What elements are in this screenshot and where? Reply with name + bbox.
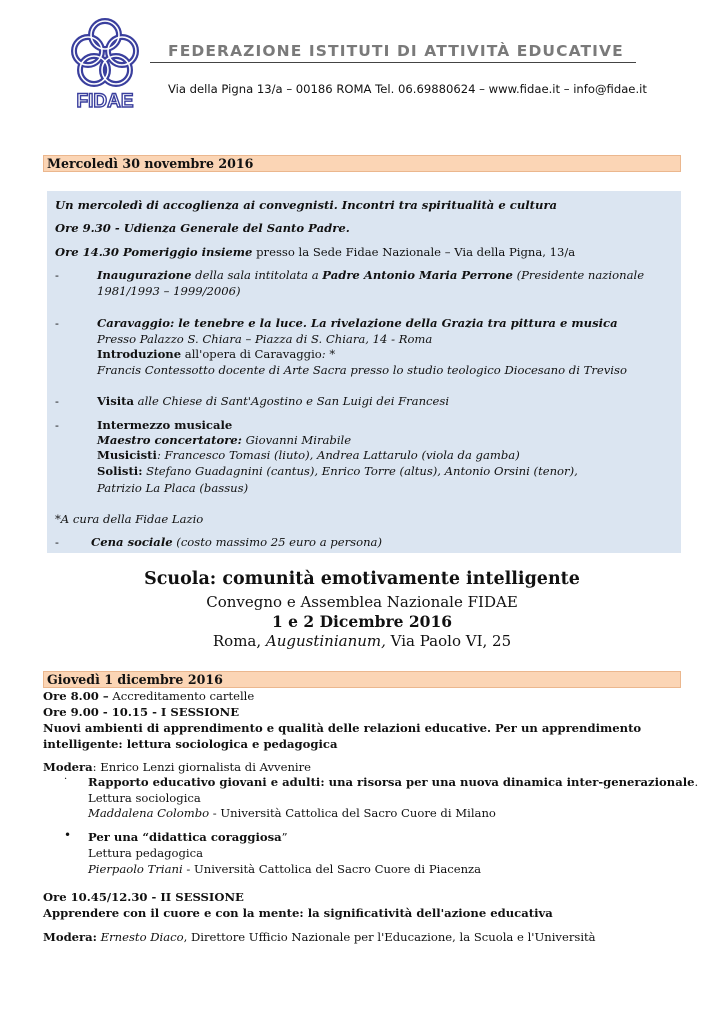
moderator-2: Modera: Ernesto Diaco, Direttore Ufficio Nazionale per l'Educazione, la Scuola e l'Università — [43, 930, 596, 944]
dinner-line: Cena sociale (costo massimo 25 euro a persona) — [91, 535, 382, 549]
talk-2-type: Lettura pedagogica — [88, 846, 204, 860]
day-heading-thursday: Giovedì 1 dicembre 2016 — [43, 671, 681, 688]
dash-marker: - — [55, 535, 59, 549]
organization-address: Via della Pigna 13/a – 00186 ROMA Tel. 06.69880624 – www.fidae.it – info@fidae.it — [168, 82, 647, 96]
session-2-time: Ore 10.45/12.30 - II SESSIONE — [43, 890, 244, 904]
header-rule — [150, 62, 636, 63]
organizer-note: *A cura della Fidae Lazio — [55, 512, 204, 526]
day-heading-wednesday: Mercoledì 30 novembre 2016 — [43, 155, 681, 172]
moderator-1: Modera: Enrico Lenzi giornalista di Avvenire — [43, 760, 312, 774]
conference-dates: 1 e 2 Dicembre 2016 — [271, 612, 453, 631]
session-1-time: Ore 9.00 - 10.15 - I SESSIONE — [43, 705, 240, 719]
music-soloists: Solisti: Stefano Guadagnini (cantus), Enrico Torre (altus), Antonio Orsini (tenor), — [97, 464, 578, 478]
caravaggio-intro: Introduzione all'opera di Caravaggio: * — [97, 347, 336, 361]
dash-marker: - — [55, 316, 59, 330]
bullet-marker: • — [64, 828, 72, 842]
registration-line: Ore 8.00 – Accreditamento cartelle — [43, 689, 255, 703]
organization-name: FEDERAZIONE ISTITUTI DI ATTIVITÀ EDUCATIVE — [168, 42, 624, 60]
papal-audience: Ore 9.30 - Udienza Generale del Santo Padre. — [55, 221, 350, 235]
dash-marker: - — [55, 394, 59, 408]
intro-line: Un mercoledì di accoglienza ai convegnisti. Incontri tra spiritualità e cultura — [55, 198, 558, 212]
music-musicians: Musicisti: Francesco Tomasi (liuto), Andrea Lattarulo (viola da gamba) — [97, 448, 520, 462]
dash-marker: - — [55, 268, 59, 282]
inauguration-line: Inaugurazione della sala intitolata a Padre Antonio Maria Perrone (Presidente nazionale — [97, 268, 645, 282]
caravaggio-place: Presso Palazzo S. Chiara – Piazza di S. Chiara, 14 - Roma — [97, 332, 433, 346]
afternoon-line: Ore 14.30 Pomeriggio insieme presso la Sede Fidae Nazionale – Via della Pigna, 13/a — [55, 245, 576, 259]
conference-place: Roma, Augustinianum, Via Paolo VI, 25 — [212, 632, 512, 650]
session-1-title: Nuovi ambienti di apprendimento e qualità delle relazioni educative. Per un apprendimento — [43, 721, 642, 735]
caravaggio-title: Caravaggio: le tenebre e la luce. La rivelazione della Grazia tra pittura e musica — [97, 316, 618, 330]
talk-1-title: Rapporto educativo giovani e adulti: una risorsa per una nuova dinamica inter-generazionale. — [88, 775, 699, 789]
logo-text: FIDAE — [76, 91, 134, 111]
music-maestro: Maestro concertatore: Giovanni Mirabile — [97, 433, 352, 447]
dash-marker: - — [55, 418, 59, 432]
bullet-marker: · — [64, 774, 68, 785]
session-1-title-cont: intelligente: lettura sociologica e pedagogica — [43, 737, 338, 751]
music-soloists-cont: Patrizio La Placa (bassus) — [97, 481, 249, 495]
talk-2-speaker: Pierpaolo Triani - Università Cattolica del Sacro Cuore di Piacenza — [88, 862, 482, 876]
conference-title: Scuola: comunità emotivamente intelligente — [144, 569, 580, 589]
talk-2-title: Per una “didattica coraggiosa” — [88, 830, 288, 844]
talk-1-speaker: Maddalena Colombo - Università Cattolica del Sacro Cuore di Milano — [88, 806, 496, 820]
visit-line: Visita alle Chiese di Sant'Agostino e San Luigi dei Francesi — [97, 394, 450, 408]
fidae-logo — [66, 15, 144, 111]
caravaggio-speaker: Francis Contessotto docente di Arte Sacra presso lo studio teologico Diocesano di Treviso — [97, 363, 627, 377]
talk-1-type: Lettura sociologica — [88, 791, 201, 805]
music-title: Intermezzo musicale — [97, 418, 233, 432]
inauguration-years: 1981/1993 – 1999/2006) — [97, 284, 241, 298]
session-2-title: Apprendere con il cuore e con la mente: la significatività dell'azione educativa — [43, 906, 553, 920]
conference-subtitle: Convegno e Assemblea Nazionale FIDAE — [206, 593, 518, 611]
